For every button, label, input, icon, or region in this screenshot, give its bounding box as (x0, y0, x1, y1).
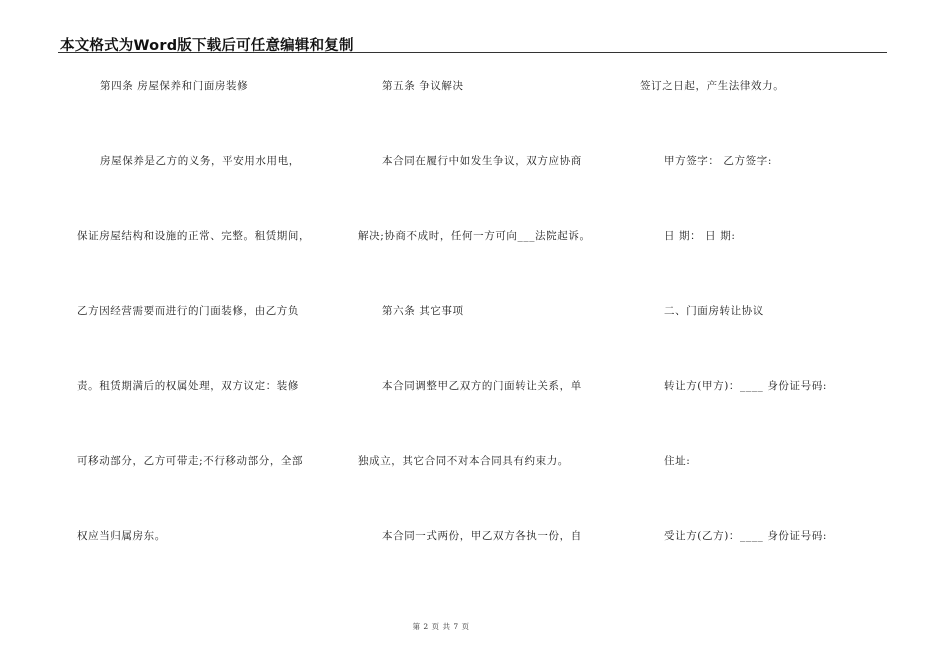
section-heading: 二、门面房转让协议 (664, 305, 764, 317)
text-line: 保证房屋结构和设施的正常、完整。租赁期间， (77, 230, 311, 242)
transferee-line: 受让方(乙方)：____ 身份证号码: (664, 530, 827, 542)
text-line: 房屋保养是乙方的义务，平安用水用电， (100, 155, 300, 167)
document-header-title: 本文格式为Word版下载后可任意编辑和复制 (60, 38, 354, 54)
text-line: 本合同调整甲乙双方的门面转让关系，单 (382, 380, 582, 392)
header-divider (58, 52, 887, 53)
date-line: 日 期： 日 期: (664, 230, 736, 242)
address-line: 住址: (664, 455, 691, 467)
text-line: 本合同在履行中如发生争议，双方应协商 (382, 155, 582, 167)
text-line: 本合同一式两份，甲乙双方各执一份，自 (382, 530, 582, 542)
text-line: 可移动部分，乙方可带走;不行移动部分，全部 (77, 455, 304, 467)
text-line: 乙方因经营需要而进行的门面装修，由乙方负 (77, 305, 299, 317)
text-line: 责。租赁期满后的权属处理，双方议定：装修 (77, 380, 299, 392)
page-number: 第 2 页 共 7 页 (412, 622, 470, 631)
section-heading: 第六条 其它事项 (382, 305, 464, 317)
text-line: 权应当归属房东。 (77, 530, 166, 542)
section-heading: 第五条 争议解决 (382, 80, 464, 92)
signature-line: 甲方签字： 乙方签字: (664, 155, 772, 167)
transferor-line: 转让方(甲方)：____ 身份证号码: (664, 380, 827, 392)
text-line: 签订之日起，产生法律效力。 (640, 80, 785, 92)
text-line: 解决;协商不成时，任何一方可向___法院起诉。 (358, 230, 591, 242)
section-heading: 第四条 房屋保养和门面房装修 (100, 80, 249, 92)
text-line: 独成立，其它合同不对本合同具有约束力。 (358, 455, 569, 467)
